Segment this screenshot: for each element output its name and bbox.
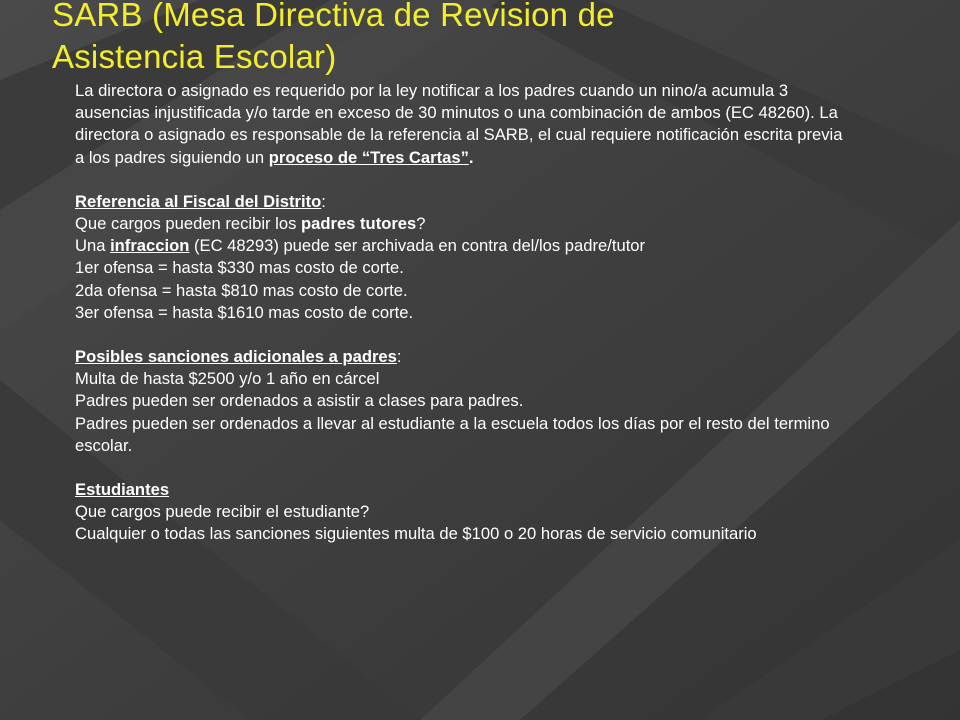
infraction-line: [75, 235, 855, 257]
sanction-line-1: Multa de hasta $2500 y/o 1 año en cárcel: [75, 369, 380, 389]
fiscal-question-post: ?: [416, 214, 426, 234]
students-line-2: Cualquier o todas las sanciones siguientes multa de $100 o 20 horas de servicio comunitario: [75, 524, 757, 544]
sanctions-heading-link[interactable]: Posibles sanciones adicionales a padres: [75, 347, 397, 367]
fiscal-question: [75, 213, 855, 235]
tres-cartas-link[interactable]: proceso de “Tres Cartas”: [268, 147, 469, 167]
intro-paragraph: [75, 80, 855, 169]
slide-title: [52, 0, 932, 78]
students-heading-link[interactable]: Estudiantes: [75, 480, 170, 500]
title-line-2: Asistencia Escolar): [52, 38, 337, 75]
offense-line-1: 1er ofensa = hasta $330 mas costo de corte.: [75, 258, 404, 278]
sanction-line-3: Padres pueden ser ordenados a llevar al estudiante a la escuela todos los días por el resto del termino escolar.: [75, 413, 830, 455]
offense-line-2: 2da ofensa = hasta $810 mas costo de corte.: [75, 280, 408, 300]
fiscal-question-bold: padres tutores: [301, 214, 417, 234]
sanctions-heading: [75, 346, 855, 368]
sanctions-heading-colon: :: [396, 347, 402, 367]
fiscal-heading-colon: :: [321, 191, 326, 211]
infraccion-link[interactable]: infraccion: [110, 236, 190, 256]
fiscal-heading-link[interactable]: Referencia al Fiscal del Distrito: [75, 191, 322, 211]
title-line-1: SARB (Mesa Directiva de Revision de: [52, 0, 615, 33]
offense-line-3: 3er ofensa = hasta $1610 mas costo de corte.: [75, 302, 414, 322]
fiscal-heading: [75, 191, 855, 213]
students-line-1: Que cargos puede recibir el estudiante?: [75, 502, 370, 522]
infraction-post: (EC 48293) puede ser archivada en contra del/los padre/tutor: [189, 236, 646, 256]
students-heading: [75, 479, 855, 501]
intro-text: La directora o asignado es requerido por la ley notificar a los padres cuando un nino/a acumula 3 ausencias injustificada y/o tarde en exceso de 30 minutos o una combinación de ambos (EC 48260). La directora o asignado es responsable de la referencia al SARB, el cual requiere notificación escrita previa a los padres siguiendo un: [75, 81, 843, 167]
fiscal-question-pre: Que cargos pueden recibir los: [75, 214, 301, 234]
infraction-pre: Una: [75, 236, 111, 256]
sanction-line-2: Padres pueden ser ordenados a asistir a clases para padres.: [75, 391, 524, 411]
intro-end: .: [468, 147, 474, 167]
slide-body: [75, 80, 855, 546]
